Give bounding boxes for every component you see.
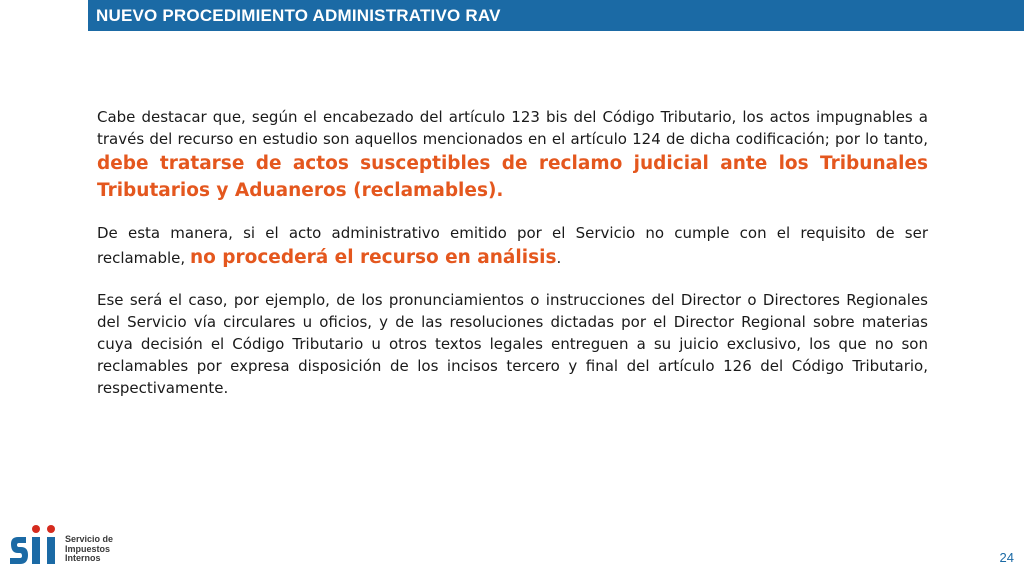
sii-logo xyxy=(8,524,128,568)
sii-logo-text xyxy=(65,535,113,564)
paragraph-2-highlight: no procederá el recurso en análisis xyxy=(189,247,557,268)
slide-title: NUEVO PROCEDIMIENTO ADMINISTRATIVO RAV xyxy=(96,6,501,25)
paragraph-2-end: . xyxy=(556,249,562,267)
paragraph-2-text: De esta manera, si el acto administrativo emitido por el Servicio no cumple con el requisito de ser reclamable, xyxy=(97,224,928,267)
header-bar xyxy=(88,0,1024,31)
slide-content xyxy=(97,106,928,417)
paragraph-1 xyxy=(97,106,928,204)
logo-line-1: Servicio de xyxy=(65,534,114,544)
paragraph-1-text: Cabe destacar que, según el encabezado del artículo 123 bis del Código Tributario, los actos impugnables a través del recurso en estudio son aquellos mencionados en el artículo 124 de dicha codificación; por lo tanto, xyxy=(97,108,928,148)
paragraph-1-highlight: debe tratarse de actos susceptibles de reclamo judicial ante los Tribunales Tributarios y Aduaneros (reclamables). xyxy=(97,153,928,201)
page-number: 24 xyxy=(999,550,1014,565)
logo-line-3: Internos xyxy=(65,553,101,563)
paragraph-2 xyxy=(97,222,928,271)
paragraph-3-text: Ese será el caso, por ejemplo, de los pronunciamientos o instrucciones del Director o Directores Regionales del Servicio vía circulares u oficios, y de las resoluciones dictadas por el Director Regional sobre materias cuya decisión el Código Tributario u otros textos legales entreguen a su juicio exclusivo, los que no son reclamables por expresa disposición de los incisos tercero y final del artículo 126 del Código Tributario, respectivamente. xyxy=(97,291,928,397)
sii-logo-icon xyxy=(8,524,62,568)
paragraph-3 xyxy=(97,289,928,399)
logo-line-2: Impuestos xyxy=(65,543,111,554)
